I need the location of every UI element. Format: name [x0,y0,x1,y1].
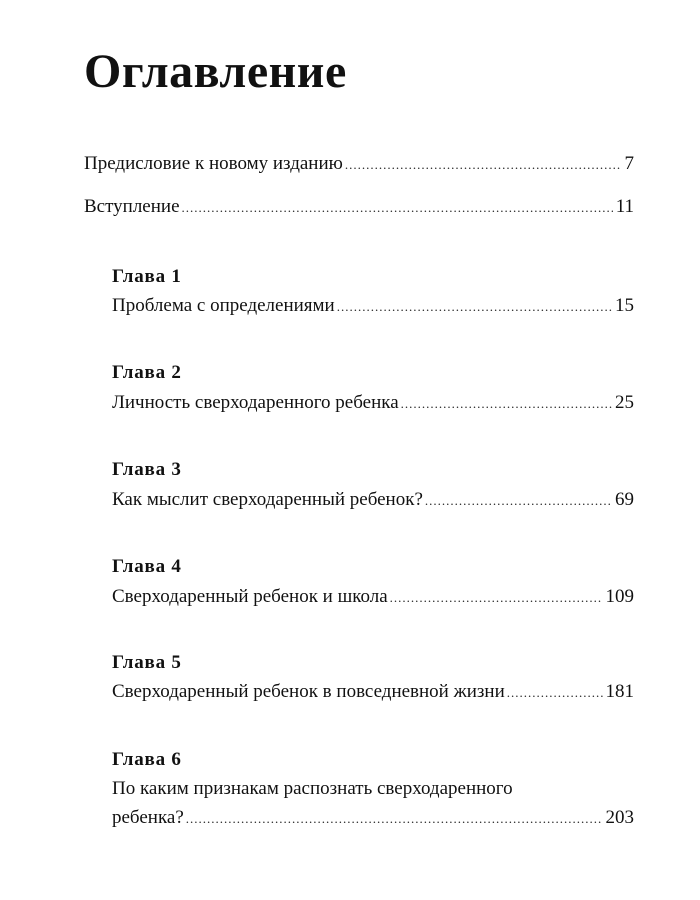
page-title: Оглавление [84,45,347,98]
toc-entry-preface[interactable] [84,152,634,177]
toc-entry-chapter-3[interactable] [112,488,634,513]
dot-leader [425,489,612,513]
dot-leader [401,392,612,416]
toc-entry-label: Вступление [84,196,180,217]
toc-entry-chapter-4[interactable] [112,585,634,610]
toc-entry-chapter-6[interactable] [112,806,634,831]
toc-entry-label: Предисловие к новому изданию [84,153,343,174]
toc-entry-page: 25 [615,392,634,413]
chapter-heading-2: Глава 2 [112,362,182,383]
dot-leader [507,681,603,705]
chapter-heading-4: Глава 4 [112,556,182,577]
toc-entry-page: 69 [615,489,634,510]
toc-entry-label: Сверходаренный ребенок в повседневной жизни [112,681,505,702]
toc-entry-page: 181 [605,681,634,702]
chapter-heading-1: Глава 1 [112,266,182,287]
toc-entry-page: 11 [615,196,634,217]
chapter-heading-3: Глава 3 [112,459,182,480]
toc-entry-introduction[interactable] [84,195,634,220]
toc-entry-chapter-2[interactable] [112,391,634,416]
dot-leader [337,295,612,319]
chapter-heading-6: Глава 6 [112,749,182,770]
toc-entry-page: 7 [624,153,634,174]
toc-entry-chapter-5[interactable] [112,680,634,705]
toc-entry-page: 15 [615,295,634,316]
dot-leader [186,807,603,831]
toc-entry-page: 203 [605,807,634,828]
toc-entry-label: Проблема с определениями [112,295,335,316]
dot-leader [390,586,603,610]
toc-entry-label: Личность сверходаренного ребенка [112,392,399,413]
toc-entry-label: ребенка? [112,807,184,828]
toc-entry-chapter-6-title-line1[interactable]: По каким признакам распознать сверходаренного [112,778,513,799]
dot-leader [182,196,613,220]
chapter-heading-5: Глава 5 [112,652,182,673]
toc-entry-page: 109 [605,586,634,607]
dot-leader [345,153,622,177]
toc-entry-chapter-1[interactable] [112,294,634,319]
toc-entry-label: Сверходаренный ребенок и школа [112,586,388,607]
toc-entry-label: Как мыслит сверходаренный ребенок? [112,489,423,510]
